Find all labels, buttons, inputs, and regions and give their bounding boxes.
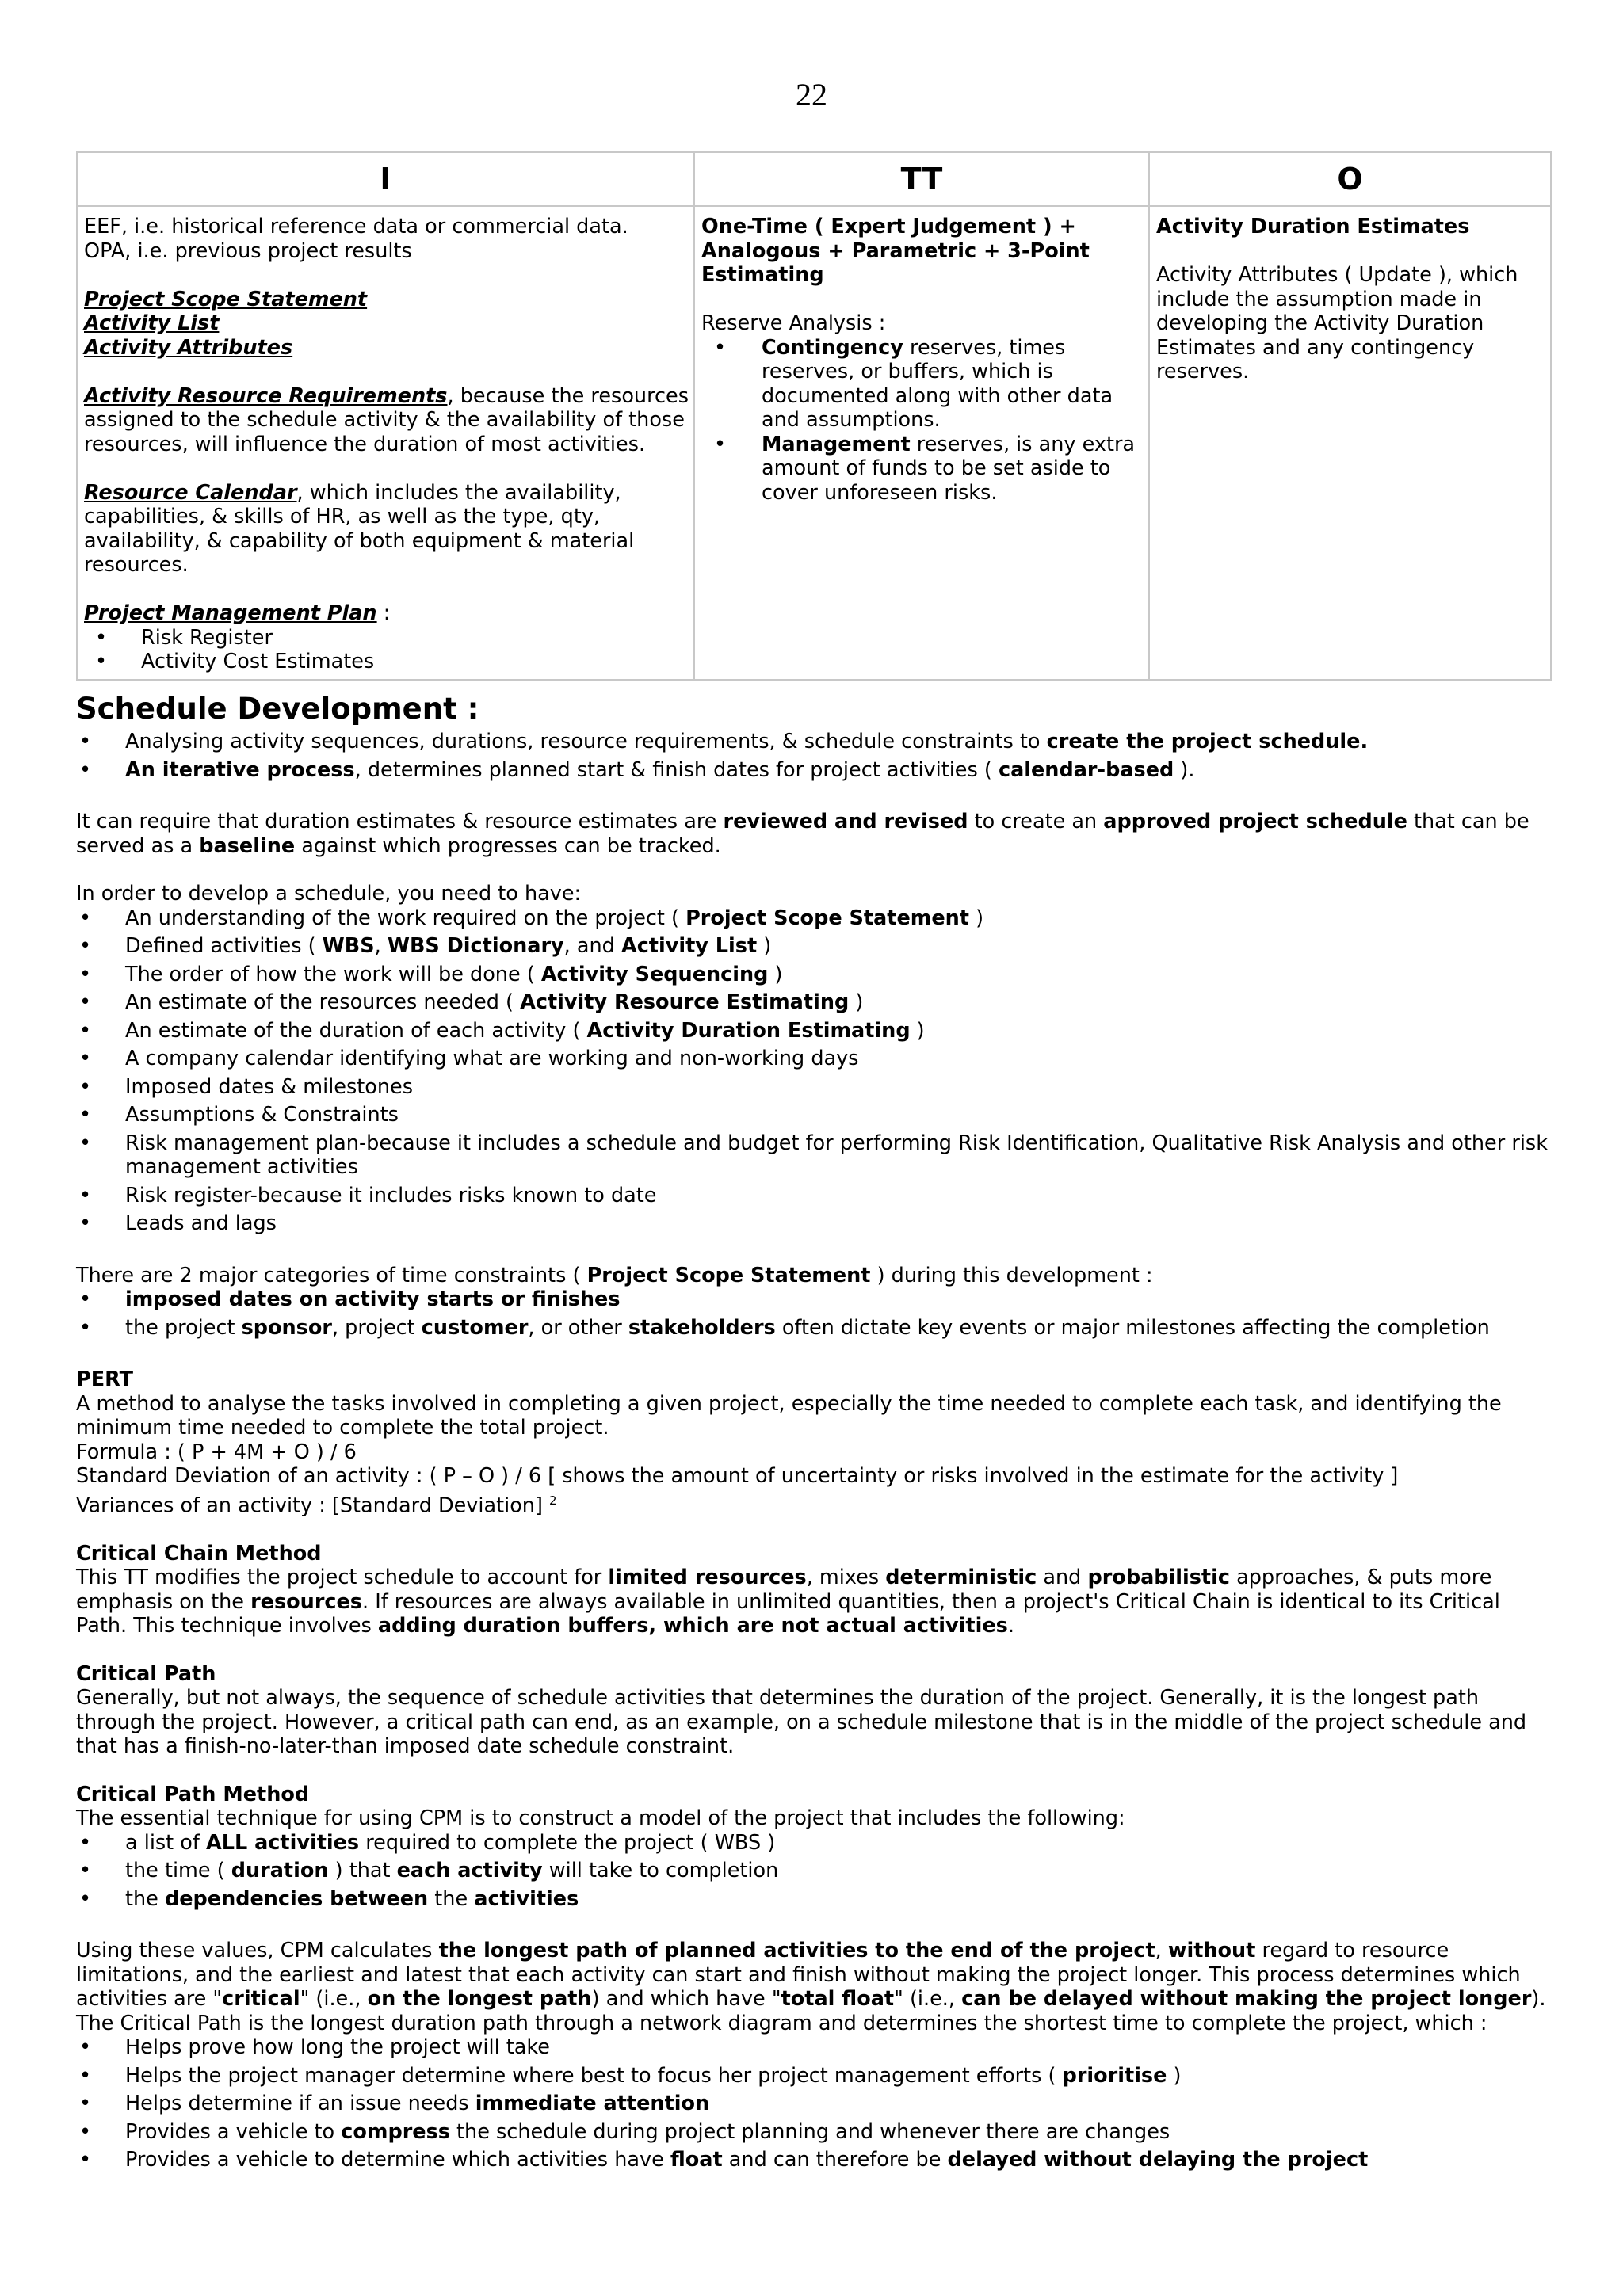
- list-item: [76, 758, 1550, 783]
- cpm-paragraph: Using these values, CPM calculates the longest path of planned activities to the end of the project, without regard to resource limitations, and the earliest and latest that each activity can start and finish without making the project longer. This process determines which activities are "critical" (i.e., on the longest path) and which have "total float" (i.e., can be delayed without making the project longer). The Critical Path is the longest duration path through a network diagram and determines the shortest time to complete the project, which :: [76, 1939, 1546, 2035]
- requirements-list: [76, 906, 1550, 1236]
- pert-formula: Formula : ( P + 4M + O ) / 6: [76, 1440, 357, 1464]
- list-item: • Assumptions & Constraints: [76, 1103, 1550, 1127]
- list-item: • Leads and lags: [76, 1211, 1550, 1236]
- bold-term: Contingency: [762, 335, 903, 360]
- list-item: • Helps the project manager determine where best to focus her project management efforts ( prioritise ): [76, 2064, 1550, 2088]
- list-item: • Risk register-because it includes risks known to date: [76, 1184, 1550, 1208]
- resource-requirements-title: Activity Resource Requirements: [84, 383, 448, 408]
- input-scope-statement: Project Scope Statement: [84, 287, 368, 311]
- input-activity-list: Activity List: [84, 311, 220, 335]
- list-item: • the dependencies between the activities: [76, 1887, 1550, 1912]
- constraints-intro: There are 2 major categories of time constraints ( Project Scope Statement ) during this development :: [76, 1263, 1153, 1287]
- resource-requirements-text: , because the resources assigned to the schedule activity & the availability of those resources, will influence the duration of most activities.: [84, 383, 689, 456]
- cpm-model-list: [76, 1831, 1550, 1912]
- pmp-title: Project Management Plan: [84, 601, 377, 625]
- text: , determines planned start & finish dates for project activities (: [354, 757, 999, 782]
- list-item: • a list of ALL activities required to complete the project ( WBS ): [76, 1831, 1550, 1855]
- resource-calendar-text: , which includes the availability, capabilities, & skills of HR, as well as the type, qty, availability, & capability of both equipment & material resources.: [84, 480, 635, 577]
- output-text: Activity Attributes ( Update ), which include the assumption made in developing the Activity Duration Estimates and any contingency reserves.: [1156, 263, 1518, 383]
- list-item: • Risk management plan-because it includes a schedule and budget for performing Risk Identification, Qualitative Risk Analysis and other risk management activities: [76, 1131, 1550, 1180]
- input-eef: EEF, i.e. historical reference data or commercial data.: [84, 215, 628, 238]
- list-item: • Imposed dates & milestones: [76, 1075, 1550, 1100]
- pert-description: A method to analyse the tasks involved in completing a given project, especially the time needed to complete each task, and identifying the minimum time needed to complete the total project.: [76, 1391, 1502, 1440]
- bold-term: Management: [762, 432, 911, 456]
- ccm-text: This TT modifies the project schedule to account for limited resources, mixes deterministic and probabilistic approaches, & puts more emphasis on the resources. If resources are always available in unlimited quantities, then a project's Critical Chain is identical to its Critical Path. This technique involves adding duration buffers, which are not actual activities.: [76, 1566, 1500, 1638]
- list-item: [701, 433, 1144, 505]
- text: Analysing activity sequences, durations, resource requirements, & schedule constraints to: [125, 730, 1047, 753]
- requirements-intro: In order to develop a schedule, you need to have:: [76, 882, 582, 906]
- list-item: • Risk Register: [84, 626, 689, 650]
- itto-body-row: [77, 206, 1551, 680]
- bold-text: calendar-based: [998, 757, 1174, 782]
- page-content: [76, 692, 1550, 2176]
- input-resource-calendar: [84, 481, 689, 578]
- cp-heading: Critical Path: [76, 1661, 216, 1686]
- list-item: • An understanding of the work required on the project ( Project Scope Statement ): [76, 906, 1550, 931]
- pmp-colon: :: [376, 601, 391, 625]
- inputs-cell: [77, 206, 694, 680]
- cpm-heading: Critical Path Method: [76, 1782, 310, 1806]
- list-item: • An estimate of the resources needed ( Activity Resource Estimating ): [76, 990, 1550, 1015]
- list-item: • Defined activities ( WBS, WBS Dictionary, and Activity List ): [76, 934, 1550, 959]
- input-opa: OPA, i.e. previous project results: [84, 238, 412, 263]
- list-item: • Provides a vehicle to compress the schedule during project planning and whenever there are changes: [76, 2120, 1550, 2145]
- section-title: Schedule Development :: [76, 692, 479, 726]
- tools-cell: [694, 206, 1149, 680]
- schedule-intro-list: [76, 730, 1550, 782]
- output-title: Activity Duration Estimates: [1156, 215, 1470, 238]
- header-tools: TT: [694, 152, 1149, 206]
- cpm-intro: The essential technique for using CPM is to construct a model of the project that includes the following:: [76, 1806, 1125, 1830]
- list-item: • Helps prove how long the project will take: [76, 2035, 1550, 2060]
- list-item: • Helps determine if an issue needs immediate attention: [76, 2092, 1550, 2116]
- text: ).: [1174, 757, 1195, 782]
- bold-text: An iterative process: [125, 757, 355, 782]
- cp-text: Generally, but not always, the sequence of schedule activities that determines the duration of the project. Generally, it is the longest path through the project. However, a critical path can end, as an example, on a schedule milestone that is in the middle of the project schedule and that has a finish-no-later-than imposed date schedule constraint.: [76, 1686, 1527, 1758]
- input-activity-attributes: Activity Attributes: [84, 335, 293, 360]
- pert-std-dev: Standard Deviation of an activity : ( P – O ) / 6 [ shows the amount of uncertainty or risks involved in the estimate for the activity ]: [76, 1464, 1399, 1488]
- pert-variance: Variances of an activity : [Standard Deviation] $^2$: [76, 1493, 557, 1517]
- itto-table: [76, 151, 1552, 681]
- list-item: • An estimate of the duration of each activity ( Activity Duration Estimating ): [76, 1019, 1550, 1043]
- tools-estimating: One-Time ( Expert Judgement ) + Analogous + Parametric + 3-Point Estimating: [701, 215, 1090, 287]
- list-item: • the project sponsor, project customer, or other stakeholders often dictate key events or major milestones affecting the completion: [76, 1316, 1550, 1341]
- pert-heading: PERT: [76, 1367, 133, 1391]
- list-item: [701, 336, 1144, 433]
- review-paragraph: It can require that duration estimates & resource estimates are reviewed and revised to create an approved project schedule that can be served as a baseline against which progresses can be tracked.: [76, 810, 1529, 858]
- item-text: reserves, times reserves, or buffers, which is documented along with other data and assumptions.: [762, 335, 1113, 432]
- outputs-cell: [1149, 206, 1551, 680]
- pmp-list: [84, 626, 689, 674]
- list-item: [76, 730, 1550, 754]
- input-pmp: [84, 601, 689, 626]
- list-item: • imposed dates on activity starts or finishes: [76, 1287, 1550, 1312]
- item-text: reserves, is any extra amount of funds to be set aside to cover unforeseen risks.: [762, 432, 1136, 505]
- itto-header-row: [77, 152, 1551, 206]
- constraints-list: [76, 1287, 1550, 1340]
- ccm-heading: Critical Chain Method: [76, 1541, 322, 1566]
- cpm-benefits-list: [76, 2035, 1550, 2172]
- list-item: • the time ( duration ) that each activity will take to completion: [76, 1859, 1550, 1883]
- header-outputs: O: [1149, 152, 1551, 206]
- list-item: • Activity Cost Estimates: [84, 650, 689, 674]
- list-item: • The order of how the work will be done ( Activity Sequencing ): [76, 963, 1550, 987]
- reserve-list: [701, 336, 1144, 505]
- input-resource-requirements: [84, 384, 689, 457]
- resource-calendar-title: Resource Calendar: [84, 480, 297, 505]
- header-inputs: I: [77, 152, 694, 206]
- list-item: • A company calendar identifying what are working and non-working days: [76, 1047, 1550, 1071]
- page-number: 22: [796, 77, 827, 113]
- bold-text: create the project schedule.: [1046, 730, 1369, 753]
- list-item: • Provides a vehicle to determine which activities have float and can therefore be delayed without delaying the project: [76, 2148, 1550, 2172]
- reserve-analysis-title: Reserve Analysis :: [701, 311, 886, 335]
